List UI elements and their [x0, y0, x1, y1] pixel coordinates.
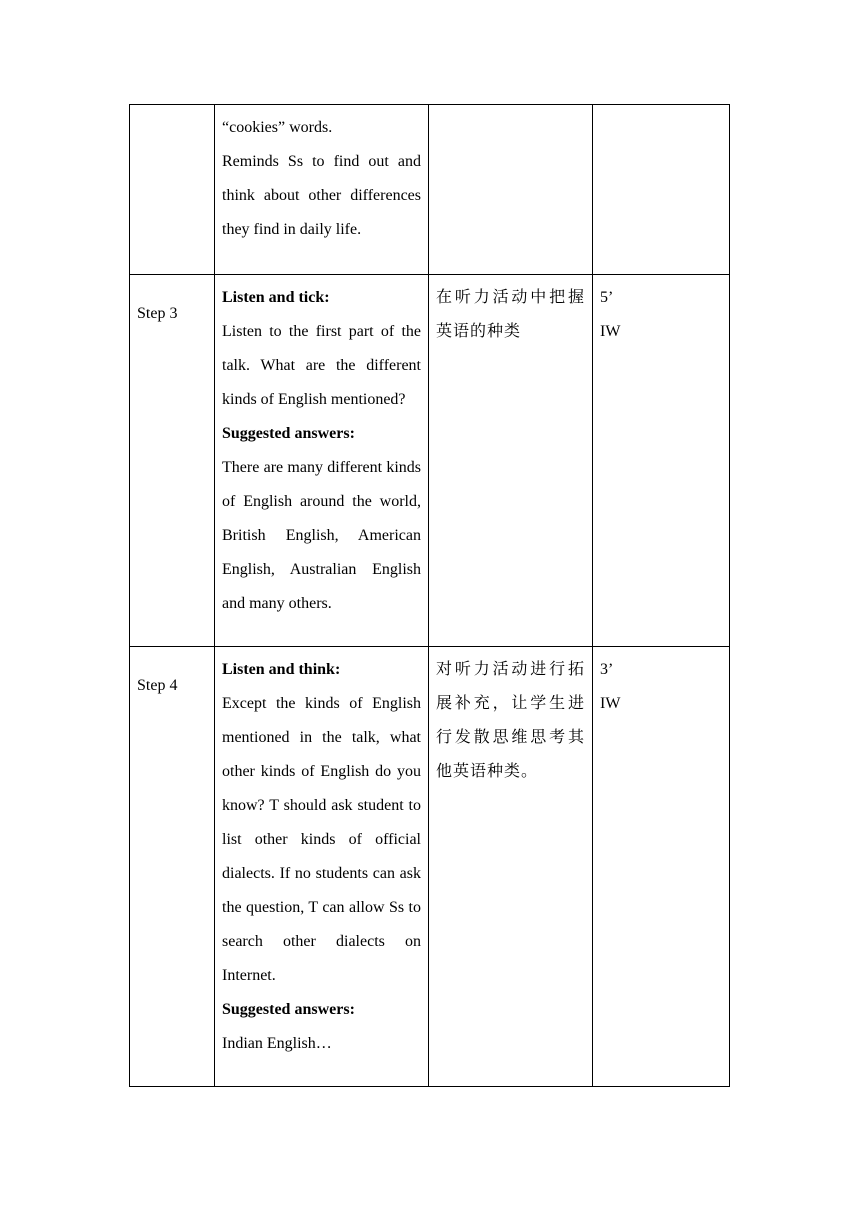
step-cell [130, 275, 215, 647]
activity-text: Except the kinds of English mentioned in the talk, what other kinds of English do you know? T should ask student to list other kinds of official dialects. If no students can ask the question, T can allow Ss to search other dialects on Internet. [222, 695, 421, 984]
step-cell [130, 105, 215, 275]
step-label: Step 3 [137, 305, 178, 322]
suggested-answers-heading: Suggested answers: [222, 1001, 355, 1018]
activity-text: Indian English… [222, 1035, 332, 1052]
step-cell [130, 647, 215, 1087]
activity-text: There are many different kinds of English around the world, British English, American English, Australian English and many others. [222, 459, 421, 612]
table-row [130, 647, 730, 1087]
work-mode: IW [600, 323, 621, 340]
activity-heading: Listen and think: [222, 661, 341, 678]
purpose-cell [429, 105, 593, 275]
activity-cell [215, 105, 429, 275]
table-row [130, 275, 730, 647]
activity-text: “cookies” words. [222, 119, 333, 136]
suggested-answers-heading: Suggested answers: [222, 425, 355, 442]
activity-cell [215, 647, 429, 1087]
time-cell [593, 275, 730, 647]
purpose-text: 对听力活动进行拓展补充，让学生进行发散思维思考其他英语种类。 [436, 661, 585, 780]
activity-text: Reminds Ss to find out and think about other differences they find in daily life. [222, 153, 421, 238]
work-mode: IW [600, 695, 621, 712]
table-row [130, 105, 730, 275]
activity-heading: Listen and tick: [222, 289, 330, 306]
activity-cell [215, 275, 429, 647]
purpose-text: 在听力活动中把握英语的种类 [436, 289, 585, 340]
time-value: 5’ [600, 289, 614, 306]
activity-text: Listen to the first part of the talk. What are the different kinds of English mentioned? [222, 323, 421, 408]
purpose-cell [429, 275, 593, 647]
purpose-cell [429, 647, 593, 1087]
lesson-plan-table [129, 104, 730, 1087]
time-cell [593, 105, 730, 275]
step-label: Step 4 [137, 677, 178, 694]
time-value: 3’ [600, 661, 614, 678]
time-cell [593, 647, 730, 1087]
